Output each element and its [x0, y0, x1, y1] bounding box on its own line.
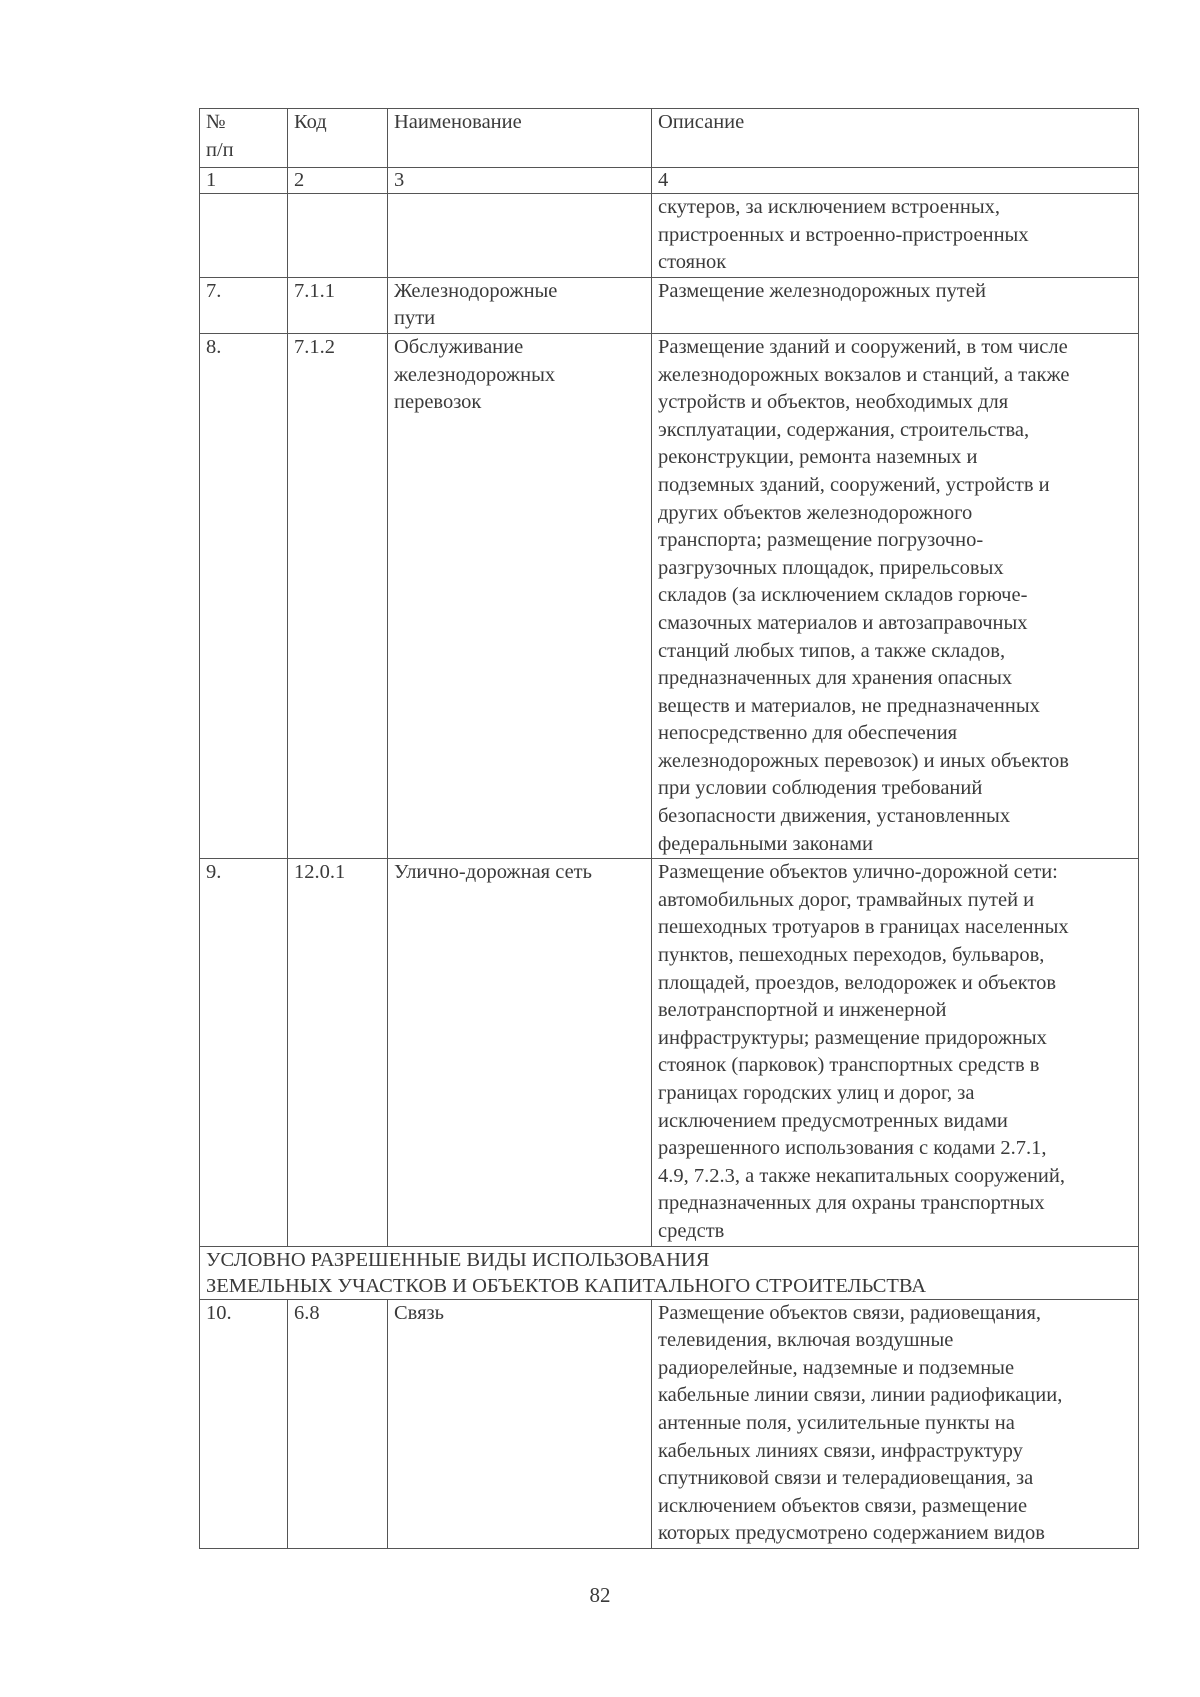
row-description-line: кабельные линии связи, линии радиофикации, — [658, 1384, 1063, 1407]
row-description-line: Размещение объектов связи, радиовещания, — [658, 1301, 1042, 1324]
row-description-line: железнодорожных вокзалов и станций, а также — [658, 363, 1070, 386]
row-description-line: веществ и материалов, не предназначенных — [658, 694, 1040, 717]
row-description — [652, 859, 1139, 1246]
column-number: 4 — [652, 168, 1139, 194]
section-heading-row — [200, 1246, 1139, 1299]
row-description-line: пешеходных тротуаров в границах населенных — [658, 916, 1069, 939]
row-description-line: предназначенных для охраны транспортных — [658, 1192, 1045, 1215]
section-heading-line2: ЗЕМЕЛЬНЫХ УЧАСТКОВ И ОБЪЕКТОВ КАПИТАЛЬНОГО СТРОИТЕЛЬСТВА — [206, 1274, 927, 1297]
column-number: 3 — [388, 168, 652, 194]
row-description-line: разрешенного использования с кодами 2.7.1, — [658, 1137, 1047, 1160]
row-description-line: кабельных линиях связи, инфраструктуру — [658, 1439, 1023, 1462]
row-description-line: эксплуатации, содержания, строительства, — [658, 418, 1030, 441]
row-description-line: стоянок — [658, 251, 727, 274]
row-number: 10. — [200, 1299, 288, 1548]
row-description-line: исключением предусмотренных видами — [658, 1109, 1008, 1132]
table-header-row — [200, 109, 1139, 168]
table-row — [200, 194, 1139, 278]
row-description-line: непосредственно для обеспечения — [658, 722, 958, 745]
row-description-line: стоянок (парковок) транспортных средств в — [658, 1054, 1040, 1077]
row-number: 9. — [200, 859, 288, 1246]
row-number: 8. — [200, 333, 288, 858]
row-description — [652, 333, 1139, 858]
row-description-line: при условии соблюдения требований — [658, 777, 983, 800]
row-description-line: реконструкции, ремонта наземных и — [658, 446, 978, 469]
row-description-line: спутниковой связи и телерадиовещания, за — [658, 1467, 1034, 1490]
section-heading-line1: УСЛОВНО РАЗРЕШЕННЫЕ ВИДЫ ИСПОЛЬЗОВАНИЯ — [206, 1248, 710, 1271]
row-description-line: Размещение объектов улично-дорожной сети: — [658, 861, 1058, 884]
row-description-line: безопасности движения, установленных — [658, 805, 1011, 828]
row-description — [652, 1299, 1139, 1548]
row-name-line: Обслуживание — [394, 335, 524, 358]
row-code: 7.1.1 — [288, 277, 388, 333]
table-row — [200, 277, 1139, 333]
row-name-line: железнодорожных — [394, 363, 556, 386]
page-number: 82 — [589, 1583, 611, 1607]
row-name-line: перевозок — [394, 391, 482, 414]
row-name — [388, 277, 652, 333]
row-description-line: складов (за исключением складов горюче- — [658, 584, 1028, 607]
row-description-line: велотранспортной и инженерной — [658, 999, 947, 1022]
row-description-line: федеральными законами — [658, 832, 873, 855]
header-num — [200, 109, 288, 168]
row-name-line: пути — [394, 307, 436, 330]
header-code: Код — [288, 109, 388, 168]
row-description-line: телевидения, включая воздушные — [658, 1329, 954, 1352]
row-description-line: радиорелейные, надземные и подземные — [658, 1356, 1015, 1379]
row-code: 12.0.1 — [288, 859, 388, 1246]
row-description-line: 4.9, 7.2.3, а также некапитальных сооружений, — [658, 1164, 1065, 1187]
row-description — [652, 277, 1139, 333]
row-description-line: разгрузочных площадок, прирельсовых — [658, 556, 1004, 579]
row-code — [288, 194, 388, 278]
row-description-line: подземных зданий, сооружений, устройств и — [658, 473, 1050, 496]
row-number — [200, 194, 288, 278]
row-name-line: Железнодорожные — [394, 279, 558, 302]
row-description-line: предназначенных для хранения опасных — [658, 667, 1013, 690]
row-name — [388, 194, 652, 278]
row-description-line: средств — [658, 1219, 725, 1242]
row-name — [388, 859, 652, 1246]
section-heading — [200, 1246, 1139, 1299]
row-description-line: инфраструктуры; размещение придорожных — [658, 1026, 1047, 1049]
row-description-line: скутеров, за исключением встроенных, — [658, 196, 1000, 218]
row-description-line: других объектов железнодорожного — [658, 501, 973, 524]
table-row — [200, 859, 1139, 1246]
row-number: 7. — [200, 277, 288, 333]
row-name-line: Связь — [394, 1301, 444, 1324]
column-numbers-row — [200, 168, 1139, 194]
row-description — [652, 194, 1139, 278]
header-desc: Описание — [652, 109, 1139, 168]
row-description-line: Размещение зданий и сооружений, в том числе — [658, 335, 1068, 358]
row-description-line: пунктов, пешеходных переходов, бульваров, — [658, 944, 1045, 967]
row-description-line: транспорта; размещение погрузочно- — [658, 529, 984, 552]
row-description-line: Размещение железнодорожных путей — [658, 279, 986, 302]
row-description-line: автомобильных дорог, трамвайных путей и — [658, 888, 1035, 911]
row-name — [388, 1299, 652, 1548]
row-description-line: пристроенных и встроенно-пристроенных — [658, 223, 1029, 246]
row-description-line: исключением объектов связи, размещение — [658, 1494, 1028, 1517]
table-row — [200, 333, 1139, 858]
table-body-main — [200, 194, 1139, 1247]
row-description-line: границах городских улиц и дорог, за — [658, 1082, 975, 1104]
header-num-line2: п/п — [206, 138, 234, 161]
row-description-line: которых предусмотрено содержанием видов — [658, 1522, 1045, 1545]
row-code: 6.8 — [288, 1299, 388, 1548]
row-name-line: Улично-дорожная сеть — [394, 861, 592, 884]
header-name: Наименование — [388, 109, 652, 168]
header-num-line1: № — [206, 111, 226, 133]
table-row — [200, 1299, 1139, 1548]
row-description-line: антенные поля, усилительные пункты на — [658, 1411, 1015, 1434]
row-description-line: площадей, проездов, велодорожек и объектов — [658, 971, 1057, 994]
column-number: 2 — [288, 168, 388, 194]
table-body-conditional — [200, 1299, 1139, 1548]
row-description-line: смазочных материалов и автозаправочных — [658, 611, 1028, 634]
row-description-line: станций любых типов, а также складов, — [658, 639, 1006, 662]
row-name — [388, 333, 652, 858]
row-description-line: устройств и объектов, необходимых для — [658, 391, 1009, 414]
column-number: 1 — [200, 168, 288, 194]
land-use-table — [199, 108, 1139, 1549]
row-code: 7.1.2 — [288, 333, 388, 858]
row-description-line: железнодорожных перевозок) и иных объектов — [658, 749, 1069, 772]
